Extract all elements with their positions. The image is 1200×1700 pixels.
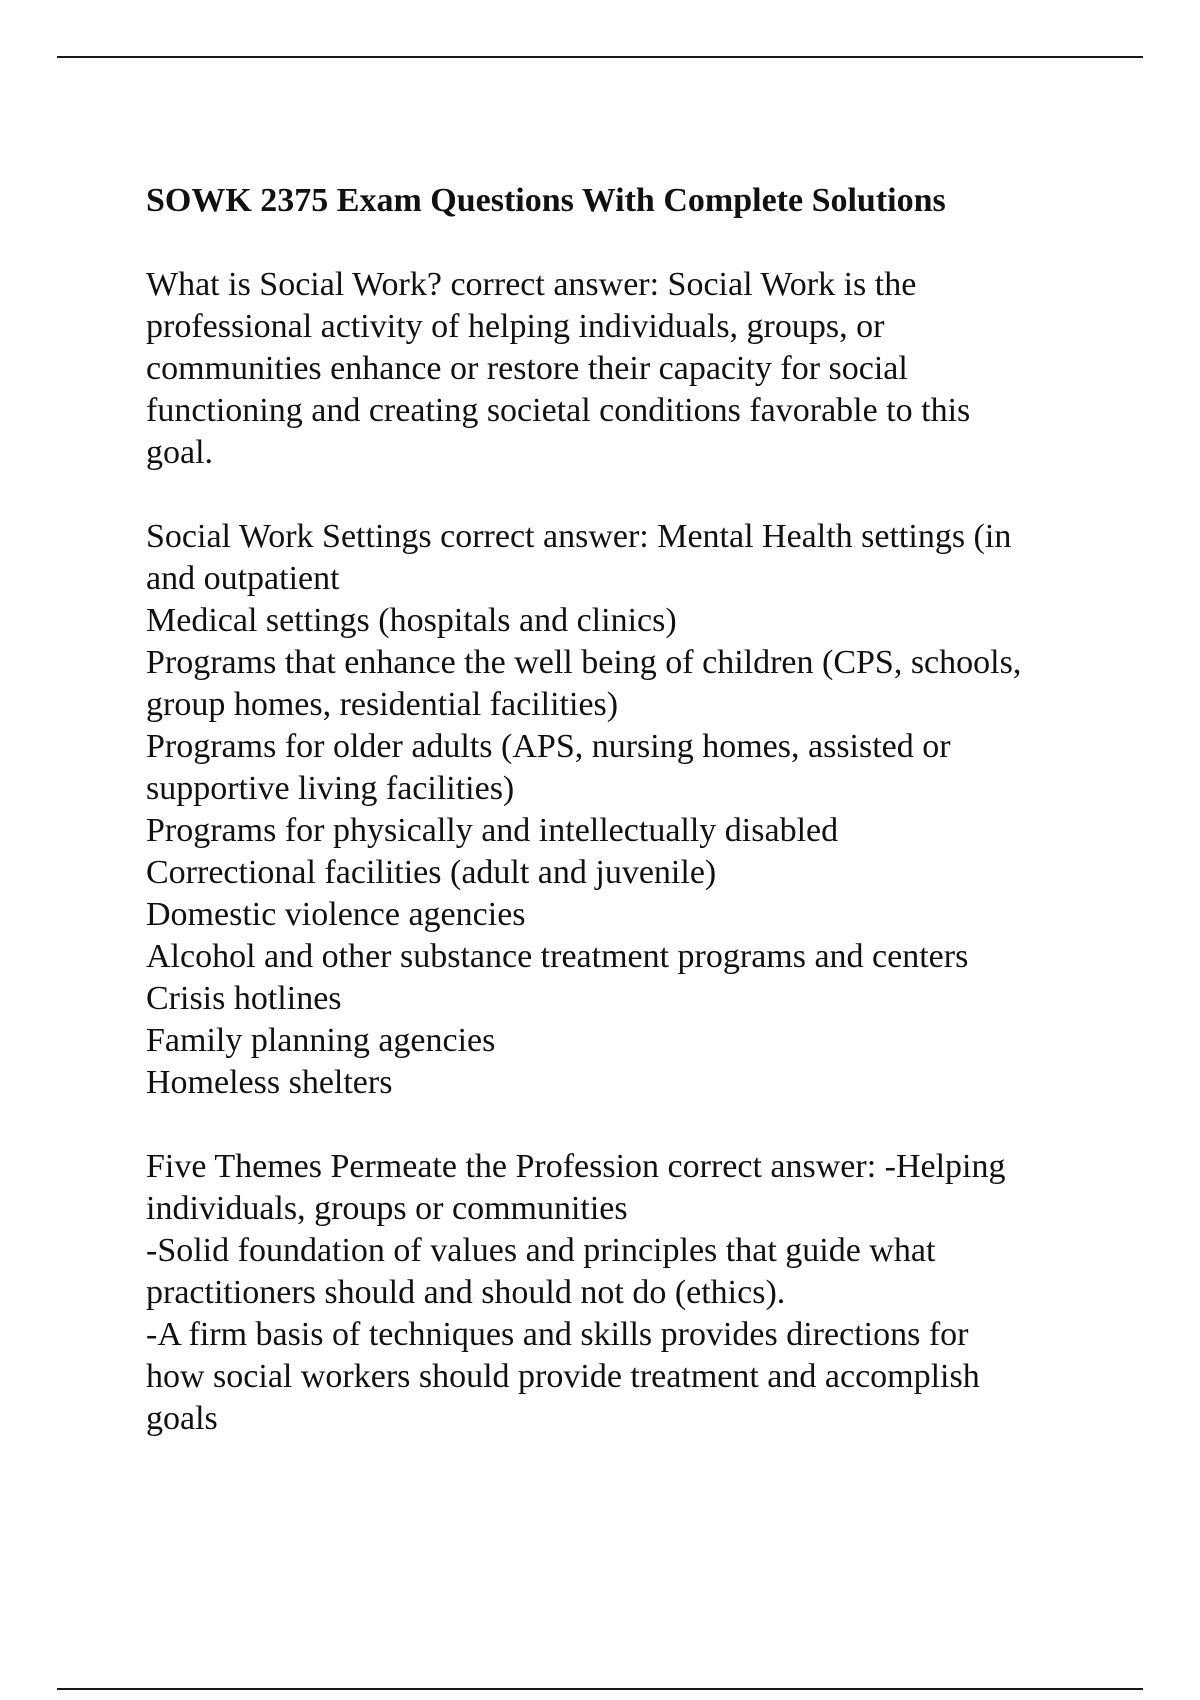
text-line: supportive living facilities) xyxy=(146,770,515,807)
text-line: Alcohol and other substance treatment programs and centers xyxy=(146,938,969,975)
text-line: Correctional facilities (adult and juvenile) xyxy=(146,854,717,891)
text-line: Programs that enhance the well being of children (CPS, schools, xyxy=(146,644,1022,681)
text-line: Homeless shelters xyxy=(146,1064,393,1101)
text-line: What is Social Work? correct answer: Social Work is the xyxy=(146,266,917,303)
document-title: SOWK 2375 Exam Questions With Complete Solutions xyxy=(146,182,946,219)
text-line: individuals, groups or communities xyxy=(146,1190,628,1227)
qa-social-work-settings xyxy=(146,516,1106,1104)
text-line: group homes, residential facilities) xyxy=(146,686,619,723)
qa-what-is-social-work xyxy=(146,264,1106,474)
text-line: -Solid foundation of values and principles that guide what xyxy=(146,1232,936,1269)
text-line: Programs for physically and intellectually disabled xyxy=(146,812,839,849)
text-line: practitioners should and should not do (ethics). xyxy=(146,1274,786,1311)
text-line: Five Themes Permeate the Profession correct answer: -Helping xyxy=(146,1148,1006,1185)
text-line: professional activity of helping individuals, groups, or xyxy=(146,308,885,345)
text-line: Family planning agencies xyxy=(146,1022,496,1059)
text-line: -A firm basis of techniques and skills provides directions for xyxy=(146,1316,969,1353)
text-line: how social workers should provide treatment and accomplish xyxy=(146,1358,980,1395)
text-line: communities enhance or restore their capacity for social xyxy=(146,350,908,387)
text-line: and outpatient xyxy=(146,560,340,597)
text-line: Crisis hotlines xyxy=(146,980,342,1017)
document-body xyxy=(146,180,1106,1482)
bottom-divider xyxy=(57,1688,1143,1690)
text-line: goal. xyxy=(146,434,214,471)
text-line: Social Work Settings correct answer: Mental Health settings (in xyxy=(146,518,1012,555)
text-line: Programs for older adults (APS, nursing homes, assisted or xyxy=(146,728,951,765)
top-divider xyxy=(57,56,1143,58)
text-line: Medical settings (hospitals and clinics) xyxy=(146,602,677,639)
text-line: Domestic violence agencies xyxy=(146,896,526,933)
text-line: functioning and creating societal conditions favorable to this xyxy=(146,392,971,429)
qa-five-themes xyxy=(146,1146,1106,1440)
text-line: goals xyxy=(146,1400,218,1437)
